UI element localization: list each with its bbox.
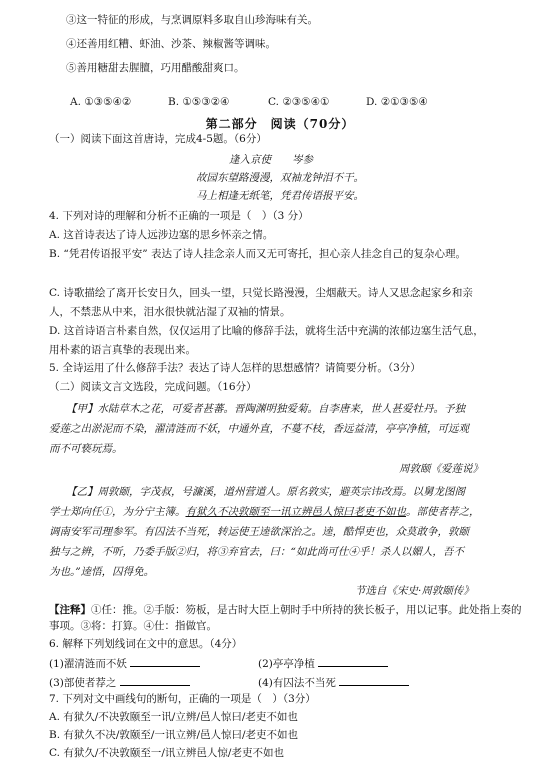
passage-jia-line3: 而不可亵玩焉。 (49, 443, 123, 455)
notes-text1: ①任：推。②手版：笏板，是古时大臣上朝时手中所持的狭长板子，用以记事。此处指上奏的 (91, 604, 522, 616)
q4-stem: 4. 下列对诗的理解和分析不正确的一项是（ ）（3 分） (49, 210, 309, 222)
passage-yi-line2-post: 。部使者荐之， (406, 506, 480, 518)
part1-instruction: （一）阅读下面这首唐诗，完成4-5题。（6分） (49, 133, 267, 145)
q6-item-4 (258, 675, 409, 690)
q6-stem: 6. 解释下列划线词在文中的意思。（4分） (49, 638, 243, 650)
q7-option-a: A. 有狱久/不决敦颐至一讯/立辨/邑人惊曰/老吏不如也 (49, 711, 298, 723)
underlined-sentence: 有狱久不决敦颐至一讯立辨邑人惊曰老吏不如也 (185, 506, 406, 518)
passage-jia-line2: 爱莲之出淤泥而不染，濯清涟而不妖，中通外直，不蔓不枝，香远益清，亭亭净植，可远观 (49, 423, 469, 435)
passage-yi-line2-pre: 学士郑向任①，为分宁主簿。 (49, 506, 186, 518)
passage-yi-line4: 独与之辨，不听，乃委手版②归，将③弃官去，曰：“如此尚可仕④乎！杀人以媚人，吾不 (49, 546, 464, 558)
item-5: ⑤善用糖甜去腥膻，巧用醋酸甜爽口。 (66, 62, 245, 74)
q6-item-3 (49, 675, 190, 690)
answer-blank-3[interactable] (120, 675, 190, 686)
poem-author: 岑参 (292, 154, 313, 166)
q6-item-2 (258, 656, 388, 671)
q4-option-c-line1: C. 诗歌描绘了离开长安日久，回头一望，只觉长路漫漫，尘烟蔽天。诗人又思念起家乡和亲 (49, 287, 473, 299)
option-a: A. ①③⑤④② (70, 96, 132, 108)
q4-option-b: B. “凭君传语报平安” 表达了诗人挂念亲人而又无可寄托，担心亲人挂念自己的复杂心理。 (49, 248, 466, 260)
q4-option-d-line2: 用朴素的语言真挚的表现出来。 (49, 344, 196, 356)
passage-yi-source: 节选自《宋史·周敦颐传》 (355, 585, 474, 597)
passage-jia-source: 周敦颐《爱莲说》 (399, 463, 483, 475)
q4-option-d-line1: D. 这首诗语言朴素自然，仅仅运用了比喻的修辞手法，就将生活中充满的浓郁边塞生活气息， (49, 325, 484, 337)
q4-option-c-line2: 人，不禁悲从中来，泪水很快就沾湿了双袖的情景。 (49, 306, 291, 318)
q4-option-a: A. 这首诗表达了诗人远涉边塞的思乡怀亲之情。 (49, 229, 274, 241)
item-3: ③这一特征的形成，与烹调原料多取自山珍海味有关。 (66, 14, 318, 26)
passage-yi-line1: 【乙】周敦颐，字茂叔，号濂溪，道州营道人。原名敦实，避英宗讳改焉。以舅龙图阁 (66, 486, 465, 498)
passage-jia-line1: 【甲】水陆草木之花，可爱者甚蕃。晋陶渊明独爱菊。自李唐来，世人甚爱牡丹。予独 (66, 403, 465, 415)
answer-blank-1[interactable] (130, 656, 200, 667)
option-c: C. ②③⑤④① (268, 96, 330, 108)
q6-item-2-text: (2)亭亭净植 (258, 658, 315, 670)
option-b: B. ①⑤③②④ (168, 96, 230, 108)
notes-label: 【注释】 (49, 604, 91, 616)
q6-item-1 (49, 656, 200, 671)
section-heading: 第二部分 阅读（70分） (205, 117, 355, 131)
part2-instruction: （二）阅读文言文选段，完成问题。（16分） (49, 381, 257, 393)
q6-item-4-text: (4)有囚法不当死 (258, 677, 336, 689)
passage-yi-line2 (49, 506, 480, 519)
answer-blank-2[interactable] (318, 656, 388, 667)
answer-blank-4[interactable] (339, 675, 409, 686)
q5-stem: 5. 全诗运用了什么修辞手法？表达了诗人怎样的思想感情？请简要分析。（3分） (49, 362, 421, 374)
notes-line2: 事项。③将：打算。④仕：指做官。 (49, 620, 217, 632)
notes-line1 (49, 604, 522, 617)
poem-line-1: 故园东望路漫漫，双袖龙钟泪不干。 (196, 172, 364, 184)
passage-yi-line5: 为也。”逵悟，囚得免。 (49, 566, 155, 578)
passage-yi-line3: 调南安军司理参军。有囚法不当死，转运使王逵欲深治之。逵，酷悍吏也，众莫敢争，敦颐 (49, 526, 469, 538)
item-4: ④还善用红糟、虾油、沙茶、辣椒酱等调味。 (66, 38, 276, 50)
poem-title: 逢入京使 (229, 154, 271, 166)
q6-item-1-text: (1)濯清涟而不妖 (49, 658, 127, 670)
option-d: D. ②①③⑤④ (366, 96, 428, 108)
q7-option-c: C. 有狱久/不决敦颐至一/讯立辨邑人惊/老吏不如也 (49, 747, 284, 759)
q7-stem: 7. 下列对文中画线句的断句，正确的一项是（ ）（3分） (49, 693, 316, 705)
q6-item-3-text: (3)部使者荐之 (49, 677, 117, 689)
poem-line-2: 马上相逢无纸笔，凭君传语报平安。 (196, 190, 364, 202)
q7-option-b: B. 有狱久不决/敦颐至/一讯立辨/邑人惊曰/老吏不如也 (49, 729, 299, 741)
